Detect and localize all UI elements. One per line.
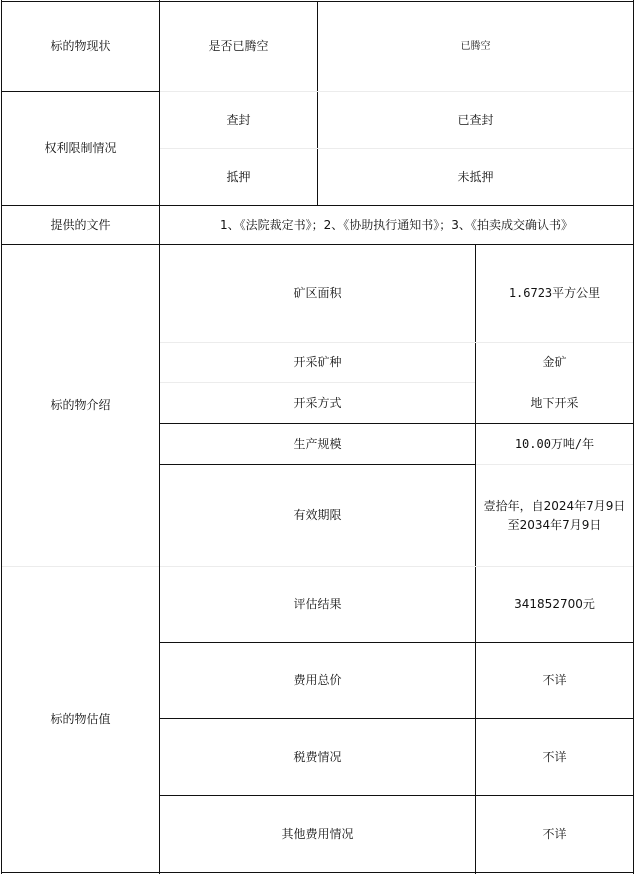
validity-line-1: 壹拾年，自2024年7月9日 (483, 498, 626, 513)
valuation-row-label: 其他费用情况 (281, 826, 354, 841)
intro-row-value: 10.00万吨/年 (514, 436, 595, 451)
valuation-row-value: 341852700元 (514, 597, 595, 612)
restrictions-label: 权利限制情况 (44, 141, 117, 156)
border-bottom (1, 872, 634, 873)
vacancy-question: 是否已腾空 (208, 39, 269, 54)
vacancy-answer: 已腾空 (460, 40, 491, 52)
valuation-row-value: 不详 (542, 673, 567, 688)
mortgage-label: 抵押 (226, 169, 251, 184)
valuation-row-value: 不详 (542, 749, 567, 764)
intro-row-label: 生产规模 (293, 436, 342, 451)
intro-label: 标的物介绍 (50, 398, 111, 413)
intro-row-label: 开采矿种 (293, 355, 342, 370)
intro-row-label: 矿区面积 (293, 286, 342, 301)
intro-row-value: 地下开采 (530, 395, 579, 410)
valuation-label: 标的物估值 (50, 712, 111, 727)
seal-label: 查封 (226, 112, 251, 127)
intro-row-value: 金矿 (542, 355, 567, 370)
valuation-row-label: 费用总价 (293, 673, 342, 688)
validity-line-2: 至2034年7月9日 (507, 517, 602, 532)
vacancy-label: 标的物现状 (50, 39, 111, 54)
intro-row-label: 开采方式 (293, 395, 342, 410)
validity-value (476, 465, 633, 566)
valuation-row-label: 税费情况 (293, 749, 342, 764)
valuation-row-label: 评估结果 (293, 597, 342, 612)
border-right (633, 0, 634, 874)
documents-value: 1、《法院裁定书》；2、《协助执行通知书》；3、《拍卖成交确认书》 (220, 217, 573, 232)
mortgage-value: 未抵押 (457, 169, 494, 184)
documents-label: 提供的文件 (50, 217, 111, 232)
valuation-row-value: 不详 (542, 826, 567, 841)
intro-row-value: 1.6723平方公里 (508, 286, 601, 301)
seal-value: 已查封 (457, 112, 494, 127)
intro-row-label: 有效期限 (293, 508, 342, 523)
